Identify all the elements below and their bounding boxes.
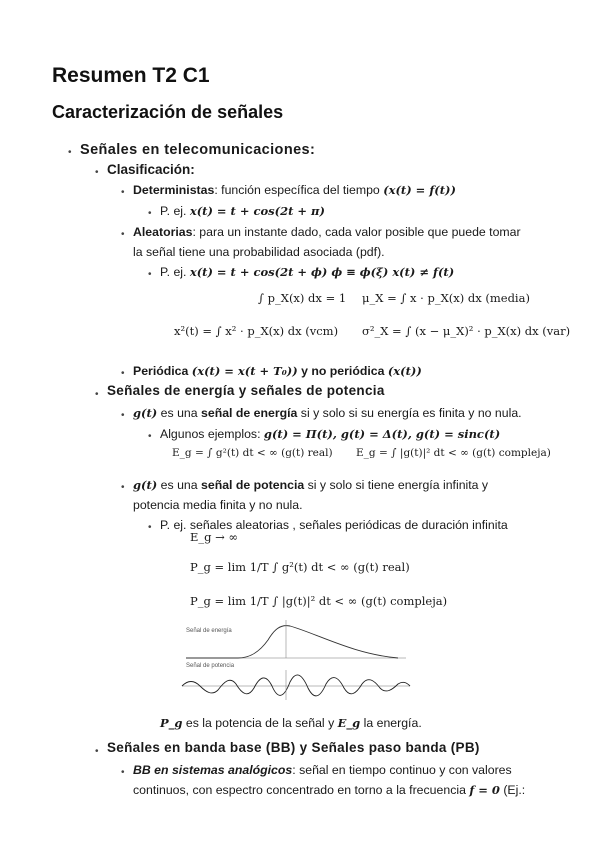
figure-label-energia: Señal de energía [186, 628, 232, 634]
energia-bold: señal de energía [201, 406, 298, 420]
deterministas-label: Deterministas [133, 183, 215, 197]
equation-vcm: x²(t) = ∫ x² · p_X(x) dx (vcm) [174, 324, 339, 338]
equation-energia-real: E_g = ∫ g²(t) dt < ∞ (g(t) real) [172, 447, 333, 459]
equation-potencia-real: P_g = lim 1/T ∫ g²(t) dt < ∞ (g(t) real) [190, 560, 410, 574]
caption-p-math: P_g [160, 716, 183, 730]
bullet-l3: • [121, 229, 125, 240]
bullet-l2: • [95, 167, 99, 178]
bullet-l3: • [121, 410, 125, 421]
heading-clasificacion: Clasificación: [107, 162, 195, 177]
potencia-signal-curve [182, 675, 410, 696]
bullet-l3: • [121, 767, 125, 778]
deterministas-item [133, 180, 456, 200]
bb-math: f = 0 [469, 783, 500, 797]
potencia-example: P. ej. señales aleatorias , señales periódicas de duración infinita [160, 518, 508, 532]
bullet-l4: • [148, 269, 152, 280]
bb-text: : señal en tiempo continuo y con valores continuos, con espectro concentrado en torno a la frecuencia [133, 763, 512, 797]
aleatorias-item [133, 222, 533, 262]
energia-text1: es una [157, 406, 202, 420]
aleatorias-text: : para un instante dado, cada valor posible que puede tomar la señal tiene una probabilidad asociada (pdf). [133, 225, 521, 259]
example-prefix: P. ej. [160, 265, 190, 279]
aleatorias-example [160, 262, 454, 282]
examples-math: g(t) = Π(t), g(t) = Δ(t), g(t) = sinc(t) [263, 427, 501, 441]
example-math: x(t) = t + cos(2t + ϕ) ϕ ≡ ϕ(ξ) x(t) ≠ f(t) [189, 265, 455, 279]
potencia-text2: si y solo si tiene energía infinita y potencia media finita y no nula. [133, 478, 489, 512]
equation-energia-compleja: E_g = ∫ |g(t)|² dt < ∞ (g(t) compleja) [356, 447, 551, 459]
potencia-text1: es una [157, 478, 202, 492]
bb-tail: (Ej.: [499, 783, 526, 797]
caption-text2: la energía. [360, 716, 422, 730]
bullet-l4: • [148, 431, 152, 442]
caption-text1: es la potencia de la señal y [182, 716, 338, 730]
section-heading: Caracterización de señales [52, 102, 284, 122]
bullet-l3: • [121, 482, 125, 493]
page-title: Resumen T2 C1 [52, 64, 210, 87]
potencia-item [133, 475, 533, 515]
example-prefix: P. ej. [160, 204, 190, 218]
no-periodica-math: (x(t)) [387, 364, 422, 378]
bullet-l3: • [121, 187, 125, 198]
signals-figure [178, 614, 418, 704]
bb-label: BB en sistemas analógicos [133, 763, 293, 777]
figure-caption [160, 713, 422, 733]
bb-item [133, 760, 533, 800]
no-periodica-text: y no periódica [297, 364, 388, 378]
equation-var: σ²_X = ∫ (x − μ_X)² · p_X(x) dx (var) [362, 324, 571, 338]
energia-text2: si y solo si su energía es finita y no nula. [297, 406, 522, 420]
bullet-l2: • [95, 389, 99, 400]
bullet-l1: • [68, 147, 72, 158]
bullet-l4: • [148, 522, 152, 533]
deterministas-example [160, 201, 325, 221]
figure-label-potencia: Señal de potencia [186, 663, 235, 669]
heading-banda: Señales en banda base (BB) y Señales paso banda (PB) [107, 740, 480, 755]
examples-prefix: Algunos ejemplos: [160, 427, 264, 441]
equation-media: μ_X = ∫ x · p_X(x) dx (media) [362, 291, 530, 305]
heading-telecom: Señales en telecomunicaciones: [80, 142, 316, 158]
energia-item [133, 403, 522, 423]
deterministas-text: : función específica del tiempo [214, 183, 384, 197]
energia-math: g(t) [133, 406, 158, 420]
bullet-l2: • [95, 746, 99, 757]
bullet-l4: • [148, 208, 152, 219]
caption-e-math: E_g [337, 716, 361, 730]
potencia-bold: señal de potencia [201, 478, 305, 492]
deterministas-math: (x(t) = f(t)) [383, 183, 456, 197]
potencia-math: g(t) [133, 478, 158, 492]
aleatorias-label: Aleatorias [133, 225, 193, 239]
example-math: x(t) = t + cos(2t + π) [189, 204, 325, 218]
energia-examples [160, 424, 500, 444]
periodica-math: (x(t) = x(t + T₀)) [191, 364, 298, 378]
bullet-l3: • [121, 368, 125, 379]
equation-pdf-norm: ∫ p_X(x) dx = 1 [258, 291, 347, 305]
periodica-item [133, 361, 422, 381]
equation-potencia-compleja: P_g = lim 1/T ∫ |g(t)|² dt < ∞ (g(t) compleja) [190, 594, 448, 608]
periodica-text: Periódica [133, 364, 192, 378]
equation-energia-infinita: E_g → ∞ [190, 530, 239, 544]
heading-energia-potencia: Señales de energía y señales de potencia [107, 383, 385, 398]
